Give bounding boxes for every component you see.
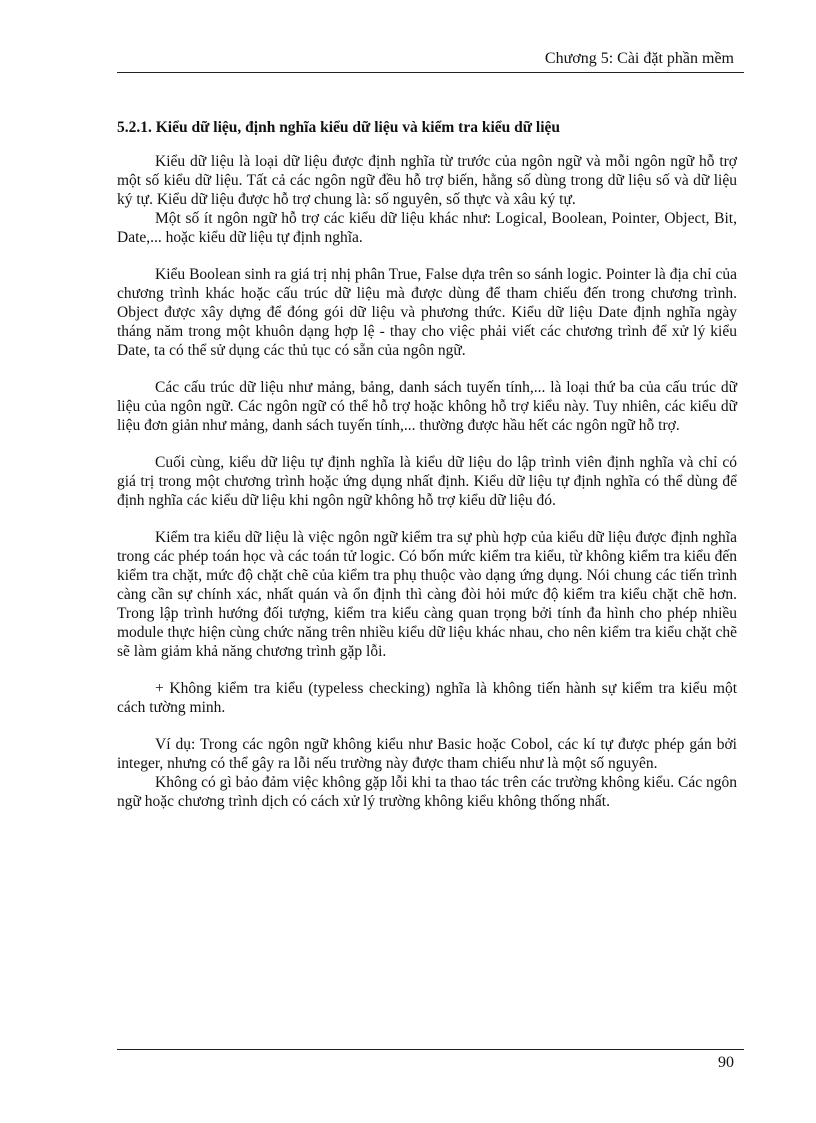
header-divider: [117, 72, 744, 73]
running-header: Chương 5: Cài đặt phần mềm: [544, 50, 734, 67]
section-heading: 5.2.1. Kiểu dữ liệu, định nghĩa kiểu dữ liệu và kiểm tra kiểu dữ liệu: [117, 119, 561, 136]
paragraph-type-checking: Kiểm tra kiểu dữ liệu là việc ngôn ngữ kiểm tra sự phù hợp của kiểu dữ liệu được định nghĩa trong các phép toán học và các toán tử logic. Có bốn mức kiểm tra kiểu, từ không kiểm tra kiểu đến kiểm tra chặt, mức độ chặt chẽ của kiểm tra phụ thuộc vào dạng ứng dụng. Nói chung các tiến trình càng cần sự chính xác, nhất quán và ổn định thì càng đòi hỏi mức độ kiểm tra kiểu chặt chẽ hơn. Trong lập trình hướng đối tượng, kiểm tra kiểu càng quan trọng bởi tính đa hình cho phép nhiều module thực hiện cùng chức năng trên nhiều kiểu dữ liệu khác nhau, cho nên kiểm tra kiểu chặt chẽ sẽ làm giảm khả năng chương trình gặp lỗi.: [117, 529, 737, 660]
paragraph-example: Ví dụ: Trong các ngôn ngữ không kiểu như Basic hoặc Cobol, các kí tự được phép gán bởi integer, nhưng có thể gây ra lỗi nếu trường này được tham chiếu như là một số nguyên.: [117, 736, 737, 772]
paragraph-structures: Các cấu trúc dữ liệu như mảng, bảng, danh sách tuyến tính,... là loại thứ ba của cấu trúc dữ liệu của ngôn ngữ. Các ngôn ngữ có thể hỗ trợ hoặc không hỗ trợ kiểu này. Tuy nhiên, các kiểu dữ liệu đơn giản như mảng, danh sách tuyến tính,... thường được hầu hết các ngôn ngữ hỗ trợ.: [117, 379, 737, 434]
paragraph-user-defined: Cuối cùng, kiểu dữ liệu tự định nghĩa là kiểu dữ liệu do lập trình viên định nghĩa và chỉ có giá trị trong một chương trình hoặc ứng dụng nhất định. Kiểu dữ liệu tự định nghĩa có thể dùng để định nghĩa các kiểu dữ liệu khi ngôn ngữ không hỗ trợ kiểu dữ liệu đó.: [117, 454, 737, 509]
page-body: [117, 118, 737, 811]
footer-divider: [117, 1049, 744, 1050]
paragraph-boolean-pointer: Kiểu Boolean sinh ra giá trị nhị phân True, False dựa trên so sánh logic. Pointer là địa chỉ của chương trình khác hoặc cấu trúc dữ liệu mà được dùng để tham chiếu đến trong chương trình. Object được xây dựng để đóng gói dữ liệu và phương thức. Kiểu dữ liệu Date định nghĩa ngày tháng năm trong một khuôn dạng hợp lệ - thay cho việc phải viết các chương trình để xử lý kiểu Date, ta có thể sử dụng các thủ tục có sẵn của ngôn ngữ.: [117, 266, 737, 359]
paragraph-no-guarantee: Không có gì bảo đảm việc không gặp lỗi khi ta thao tác trên các trường không kiểu. Các ngôn ngữ hoặc chương trình dịch có cách xử lý trường không kiểu không thống nhất.: [117, 774, 737, 810]
page-number: 90: [718, 1054, 734, 1071]
paragraph-other-types: Một số ít ngôn ngữ hỗ trợ các kiểu dữ liệu khác như: Logical, Boolean, Pointer, Object, Bit, Date,... hoặc kiểu dữ liệu tự định nghĩa.: [117, 210, 737, 246]
paragraph-intro: Kiểu dữ liệu là loại dữ liệu được định nghĩa từ trước của ngôn ngữ và mỗi ngôn ngữ hỗ trợ một số kiểu dữ liệu. Tất cả các ngôn ngữ đều hỗ trợ biến, hằng số dùng trong dữ liệu số và dữ liệu ký tự. Kiểu dữ liệu được hỗ trợ chung là: số nguyên, số thực và xâu ký tự.: [117, 153, 737, 208]
paragraph-typeless: + Không kiểm tra kiểu (typeless checking) nghĩa là không tiến hành sự kiểm tra kiểu một cách tường minh.: [117, 680, 737, 716]
